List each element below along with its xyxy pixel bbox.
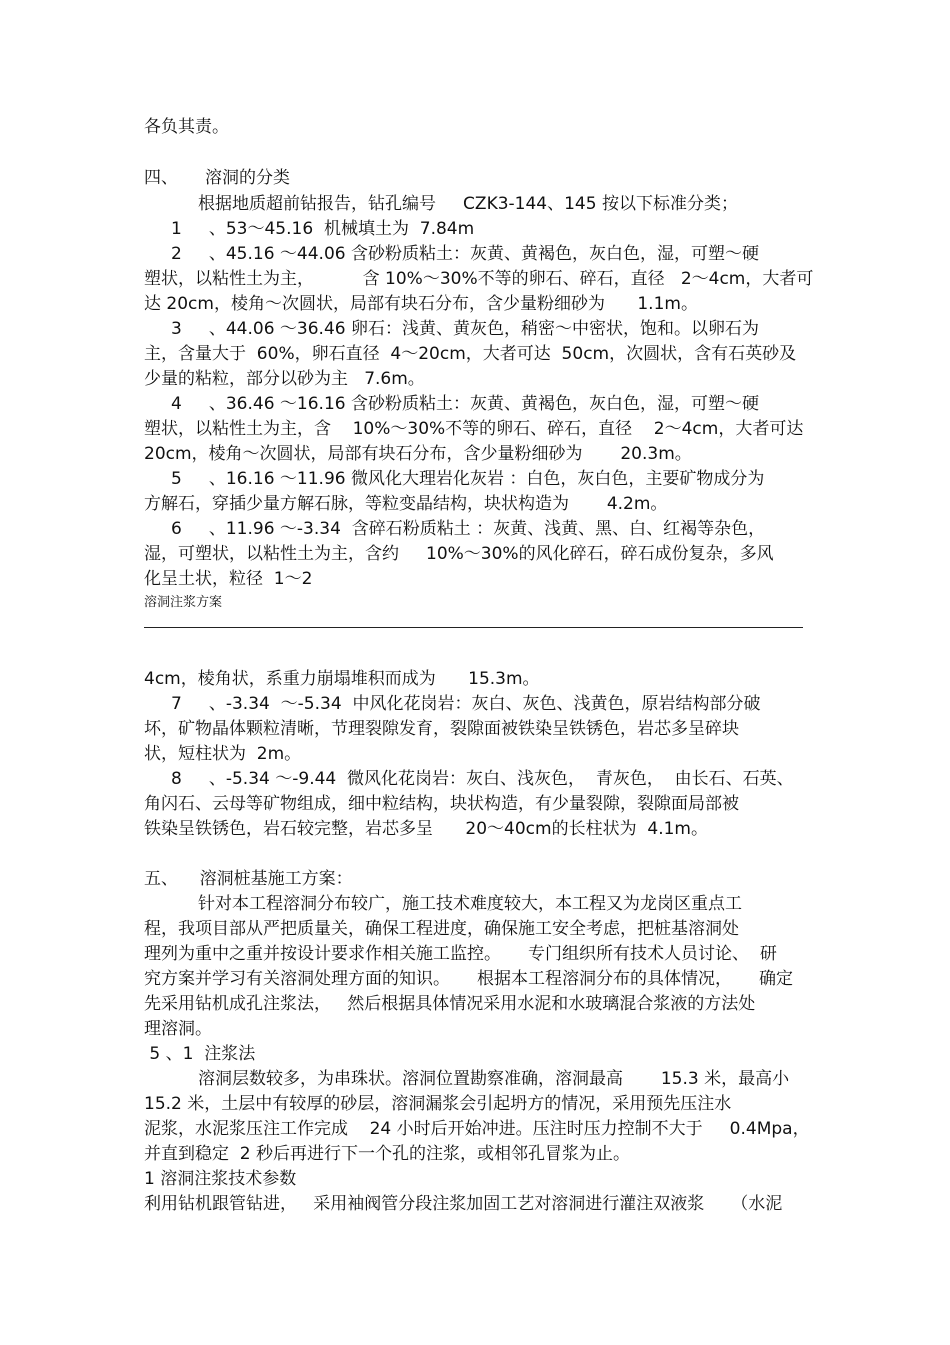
text-line: 理列为重中之重并按设计要求作相关施工监控。 专门组织所有技术人员讨论、 研 (144, 944, 777, 964)
text-line: 并直到稳定 2 秒后再进行下一个孔的注浆，或相邻孔冒浆为止。 (144, 1144, 631, 1164)
text-line: 先采用钻机成孔注浆法， 然后根据具体情况采用水泥和水玻璃混合浆液的方法处 (144, 994, 756, 1014)
text-line: 角闪石、云母等矿物组成，细中粒结构，块状构造，有少量裂隙，裂隙面局部被 (144, 794, 739, 814)
text-line: 主，含量大于 60%，卵石直径 4～20cm，大者可达 50cm，次圆状，含有石英砂及 (144, 344, 797, 364)
text-line: 3 、44.06 ～36.46 卵石：浅黄、黄灰色，稍密～中密状，饱和。以卵石为 (144, 319, 759, 339)
text-line: 6 、11.96 ～-3.34 含碎石粉质粘土 ：灰黄、浅黄、黑、白、红褐等杂色， (144, 519, 766, 539)
text-line: 针对本工程溶洞分布较广，施工技术难度较大，本工程又为龙岗区重点工 (144, 894, 743, 914)
text-line: 塑状，以粘性土为主，含 10%～30%不等的卵石、碎石，直径 2～4cm，大者可达 (144, 419, 804, 439)
text-line: 溶洞层数较多，为串珠状。溶洞位置勘察准确，溶洞最高 15.3 米，最高小 (144, 1069, 790, 1089)
text-line: 理溶洞。 (144, 1019, 212, 1039)
text-line: 利用钻机跟管钻进， 采用袖阀管分段注浆加固工艺对溶洞进行灌注双液浆 （水泥 (144, 1194, 783, 1214)
text-line: 8 、-5.34 ～-9.44 微风化花岗岩：灰白、浅灰色， 青灰色， 由长石、石英、 (144, 769, 794, 789)
text-line: 究方案并学习有关溶洞处理方面的知识。 根据本工程溶洞分布的具体情况， 确定 (144, 969, 794, 989)
text-line: 塑状，以粘性土为主， 含 10%～30%不等的卵石、碎石，直径 2～4cm，大者可 (144, 269, 814, 289)
text-line: 20cm，棱角～次圆状，局部有块石分布，含少量粉细砂为 20.3m。 (144, 444, 692, 464)
text-line: 4cm，棱角状，系重力崩塌堆积而成为 15.3m。 (144, 669, 540, 689)
page-footer: 溶洞注浆方案 (144, 595, 223, 610)
text-line: 各负其责。 (144, 117, 229, 137)
text-line: 状，短柱状为 2m。 (144, 744, 302, 764)
text-line: 铁染呈铁锈色，岩石较完整，岩芯多呈 20～40cm的长柱状为 4.1m。 (144, 819, 708, 839)
text-line: 7 、-3.34 ～-5.34 中风化花岗岩：灰白、灰色、浅黄色，原岩结构部分破 (144, 694, 761, 714)
section-heading: 四、 溶洞的分类 (144, 168, 291, 188)
text-line: 达 20cm，棱角～次圆状，局部有块石分布，含少量粉细砂为 1.1m。 (144, 294, 698, 314)
subsection-heading: 1 溶洞注浆技术参数 (144, 1169, 297, 1189)
text-line: 4 、36.46 ～16.16 含砂粉质粘土：灰黄、黄褐色，灰白色，湿，可塑～硬 (144, 394, 759, 414)
page-divider (144, 627, 803, 628)
text-line: 少量的粘粒，部分以砂为主 7.6m。 (144, 369, 425, 389)
text-line: 5 、16.16 ～11.96 微风化大理岩化灰岩 ：白色，灰白色，主要矿物成分为 (144, 469, 765, 489)
text-line: 方解石，穿插少量方解石脉，等粒变晶结构，块状构造为 4.2m。 (144, 494, 668, 514)
text-line: 1 、53～45.16 机械填土为 7.84m (144, 219, 475, 239)
text-line: 泥浆，水泥浆压注工作完成 24 小时后开始冲进。压注时压力控制不大于 0.4Mpa， (144, 1119, 810, 1139)
text-line: 坏，矿物晶体颗粒清晰，节理裂隙发育，裂隙面被铁染呈铁锈色，岩芯多呈碎块 (144, 719, 739, 739)
subsection-heading: 5 、1 注浆法 (144, 1044, 256, 1064)
text-line: 化呈土状，粒径 1～2 (144, 569, 313, 589)
text-line: 2 、45.16 ～44.06 含砂粉质粘土：灰黄、黄褐色，灰白色，湿，可塑～硬 (144, 244, 759, 264)
text-line: 15.2 米，土层中有较厚的砂层，溶洞漏浆会引起坍方的情况，采用预先压注水 (144, 1094, 732, 1114)
text-line: 程，我项目部从严把质量关，确保工程进度，确保施工安全考虑，把桩基溶洞处 (144, 919, 739, 939)
section-heading: 五、 溶洞桩基施工方案： (144, 869, 353, 889)
text-line: 湿，可塑状，以粘性土为主，含约 10%～30%的风化碎石，碎石成份复杂，多风 (144, 544, 774, 564)
text-line: 根据地质超前钻报告，钻孔编号 CZK3-144、145 按以下标准分类； (144, 194, 738, 214)
